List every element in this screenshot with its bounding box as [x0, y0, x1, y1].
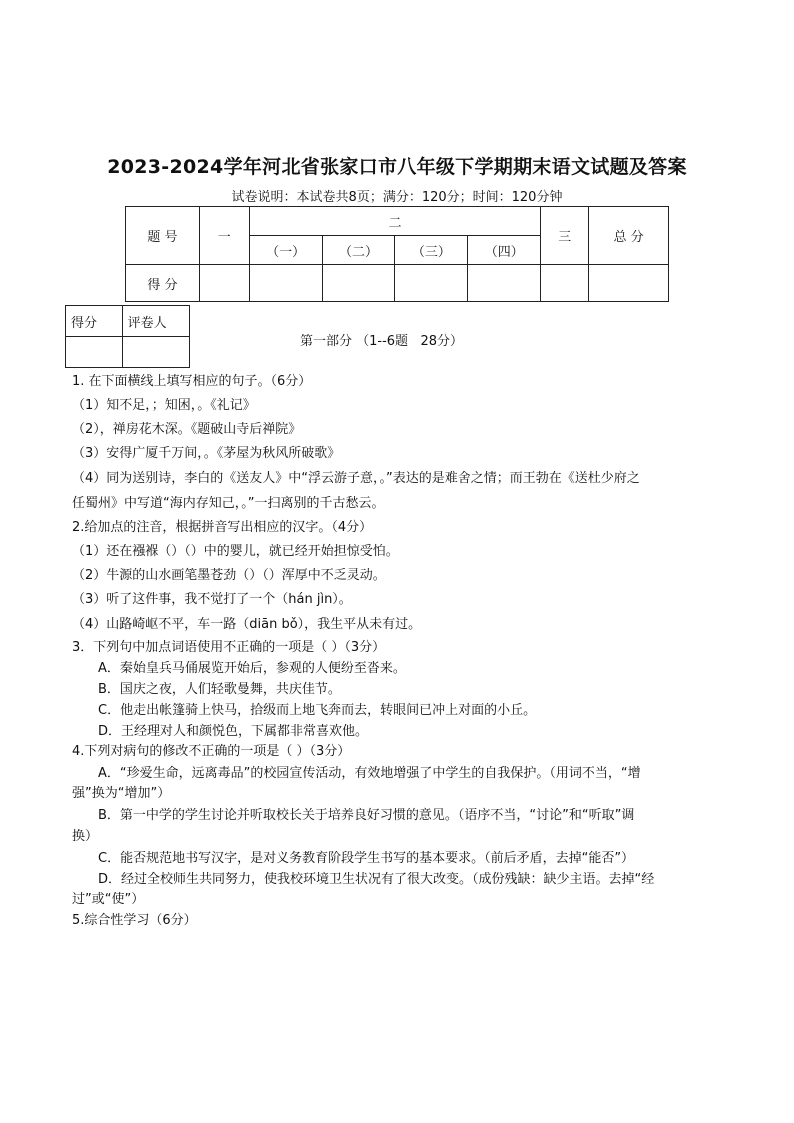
score-label: 得分 [66, 306, 123, 337]
section-2-sub-1: （一） [249, 236, 322, 265]
q4-option-a-line-1: A．“珍爱生命，远离毒品”的校园宣传活动，有效地增强了中学生的自我保护。（用词不当，“增 [98, 766, 641, 781]
exam-instructions: 试卷说明：本试卷共8页；满分：120分；时间：120分钟 [231, 190, 563, 205]
q3-option-c: C．他走出帐篷骑上快马，拾级而上地飞奔而去，转眼间已冲上对面的小丘。 [98, 703, 537, 718]
q2-item-4: （4）山路崎岖不平，车一路（diān bǒ），我生平从未有过。 [72, 617, 422, 632]
exam-title: 2023-2024学年河北省张家口市八年级下学期期末语文试题及答案 [107, 156, 687, 178]
score-row-label: 得 分 [126, 265, 200, 302]
q3-option-a: A．秦始皇兵马俑展览开始后，参观的人便纷至沓来。 [98, 661, 406, 676]
q1-stem: 1. 在下面横线上填写相应的句子。（6分） [72, 374, 312, 389]
grader-table [65, 305, 190, 368]
q1-item-1: （1）知不足，；知困，。《礼记》 [72, 398, 256, 413]
q4-option-b-line-1: B．第一中学的学生讨论并听取校长关于培养良好习惯的意见。（语序不当，“讨论”和“听取”调 [98, 808, 635, 823]
score-cell[interactable] [322, 265, 395, 302]
q1-item-4-line-2: 任蜀州》中写道“海内存知己，。”一扫离别的千古愁云。 [72, 496, 385, 511]
q1-item-3: （3）安得广厦千万间，。《茅屋为秋风所破歌》 [72, 446, 341, 461]
section-2-sub-2: （二） [322, 236, 395, 265]
q4-option-a-line-2: 强”换为“增加”） [72, 786, 171, 801]
q4-option-d-line-2: 过”或“使”） [72, 892, 145, 907]
q4-option-b-line-2: 换） [72, 829, 99, 844]
q4-stem: 4.下列对病句的修改不正确的一项是（ ）（3分） [72, 744, 351, 759]
q3-stem: 3．下列句中加点词语使用不正确的一项是（ ）（3分） [72, 640, 386, 655]
q3-option-b: B．国庆之夜，人们轻歌曼舞，共庆佳节。 [98, 682, 341, 697]
q2-item-3: （3）听了这件事，我不觉打了一个（hán jìn）。 [72, 592, 352, 607]
q4-option-c: C．能否规范地书写汉字，是对义务教育阶段学生书写的基本要求。（前后矛盾，去掉“能否”） [98, 851, 635, 866]
score-cell[interactable] [395, 265, 468, 302]
section-2-header: 二 [249, 207, 541, 236]
score-table [125, 206, 669, 302]
total-header: 总 分 [589, 207, 669, 265]
section-2-sub-4: （四） [468, 236, 541, 265]
q1-item-4-line-1: （4）同为送别诗，李白的《送友人》中“浮云游子意，。”表达的是难舍之情；而王勃在《送杜少府之 [72, 471, 640, 486]
score-cell[interactable] [541, 265, 589, 302]
q4-option-d-line-1: D．经过全校师生共同努力，使我校环境卫生状况有了很大改变。（成份残缺：缺少主语。去掉“经 [98, 872, 655, 887]
score-cell[interactable] [66, 337, 123, 368]
section-2-sub-3: （三） [395, 236, 468, 265]
section-3-header: 三 [541, 207, 589, 265]
q2-item-2: （2）牛源的山水画笔墨苍劲（）（）浑厚中不乏灵动。 [72, 568, 386, 583]
q2-item-1: （1）还在襁褓（）（）中的婴儿，就已经开始担惊受怕。 [72, 544, 399, 559]
score-cell[interactable] [199, 265, 249, 302]
score-cell[interactable] [589, 265, 669, 302]
q2-stem: 2.给加点的注音，根据拼音写出相应的汉字。（4分） [72, 520, 373, 535]
q5-stem: 5.综合性学习（6分） [72, 913, 197, 928]
section-1-header: 一 [199, 207, 249, 265]
header-label: 题 号 [126, 207, 200, 265]
score-cell[interactable] [249, 265, 322, 302]
q1-item-2: （2），禅房花木深。《题破山寺后禅院》 [72, 422, 302, 437]
q3-option-d: D．王经理对人和颜悦色，下属都非常喜欢他。 [98, 724, 369, 739]
grader-cell[interactable] [122, 337, 189, 368]
part-1-title: 第一部分 （1--6题 28分） [300, 334, 463, 349]
score-cell[interactable] [468, 265, 541, 302]
grader-label: 评卷人 [122, 306, 189, 337]
